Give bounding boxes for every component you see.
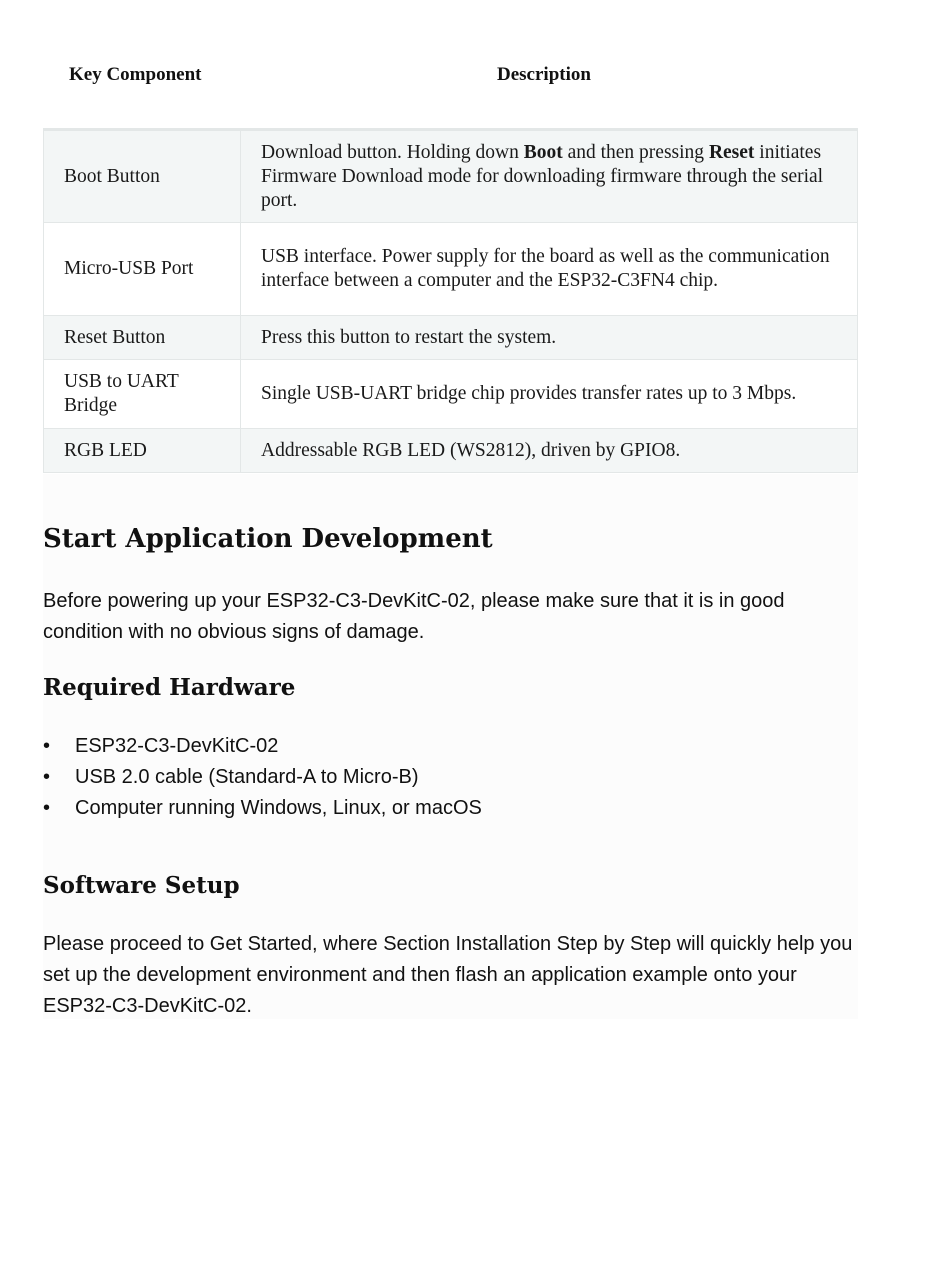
- description-cell: Download button. Holding down Boot and then pressing Reset initiates Firmware Download mode for downloading firmware through the serial port.: [241, 130, 858, 223]
- list-item: • USB 2.0 cable (Standard-A to Micro-B): [43, 762, 482, 793]
- table-row: [44, 223, 858, 316]
- description-cell: USB interface. Power supply for the board as well as the communication interface between a computer and the ESP32-C3FN4 chip.: [241, 223, 858, 316]
- component-cell: Reset Button: [44, 316, 241, 360]
- component-cell: USB to UART Bridge: [44, 360, 241, 429]
- table-row: [44, 360, 858, 429]
- component-cell: RGB LED: [44, 429, 241, 473]
- heading-required-hardware: Required Hardware: [43, 674, 296, 701]
- header-key-component: Key Component: [69, 64, 202, 85]
- heading-start-application-development: Start Application Development: [43, 524, 493, 554]
- heading-software-setup: Software Setup: [43, 872, 240, 899]
- description-cell: Press this button to restart the system.: [241, 316, 858, 360]
- list-item: • ESP32-C3-DevKitC-02: [43, 731, 482, 762]
- components-table: [43, 128, 858, 473]
- main-content: [43, 474, 858, 1019]
- header-description: Description: [497, 64, 591, 85]
- bullet-icon: •: [43, 735, 51, 757]
- component-cell: Boot Button: [44, 130, 241, 223]
- paragraph-before-powering: Before powering up your ESP32-C3-DevKitC-02, please make sure that it is in good condition with no obvious signs of damage.: [43, 590, 785, 643]
- bullet-icon: •: [43, 797, 51, 819]
- paragraph-software-setup: Please proceed to Get Started, where Section Installation Step by Step will quickly help you set up the development environment and then flash an application example onto your ESP32-C3-DevKitC-02.: [43, 933, 853, 1017]
- table-header: [43, 48, 858, 128]
- description-cell: Single USB-UART bridge chip provides transfer rates up to 3 Mbps.: [241, 360, 858, 429]
- table-row: [44, 316, 858, 360]
- hardware-list: [43, 731, 482, 824]
- table-row: [44, 429, 858, 473]
- bullet-icon: •: [43, 766, 51, 788]
- table-row: [44, 130, 858, 223]
- component-cell: Micro-USB Port: [44, 223, 241, 316]
- list-item: • Computer running Windows, Linux, or macOS: [43, 793, 482, 824]
- description-cell: Addressable RGB LED (WS2812), driven by GPIO8.: [241, 429, 858, 473]
